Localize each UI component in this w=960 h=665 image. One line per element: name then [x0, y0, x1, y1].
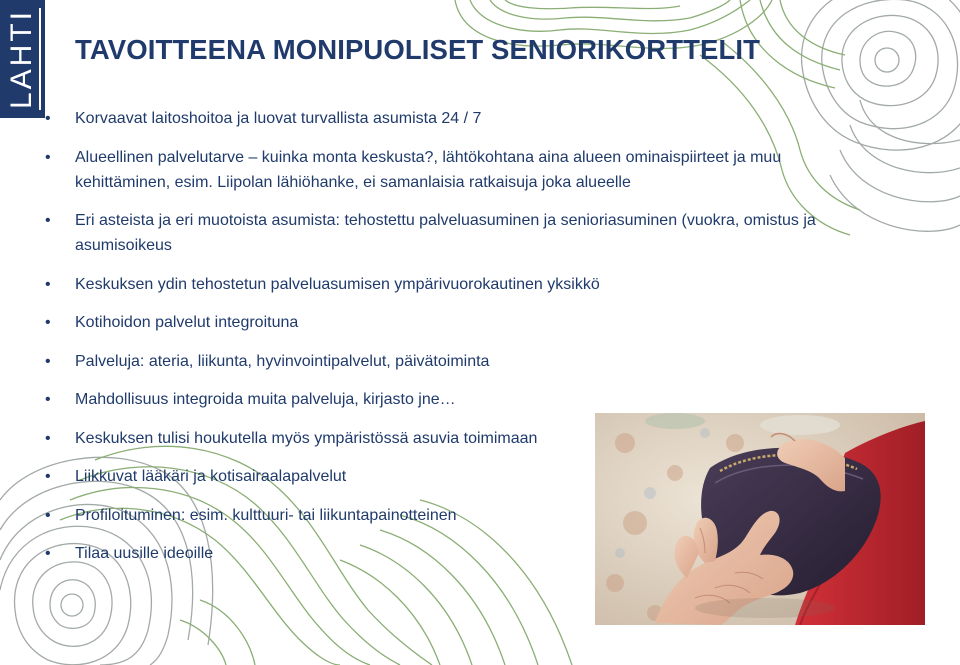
- bullet-item: [40, 349, 860, 374]
- lahti-logo: [0, 0, 45, 118]
- bullet-item: [40, 106, 860, 131]
- bullet-dot: •: [45, 545, 51, 562]
- bullet-dot: •: [45, 506, 51, 524]
- bullet-item: [40, 145, 860, 195]
- bullet-text: Liikkuvat lääkäri ja kotisairaalapalvelut: [75, 468, 347, 485]
- bullet-text: Mahdollisuus integroida muita palveluja, kirjasto jne…: [75, 391, 456, 408]
- bullet-text: Eri asteista ja eri muotoista asumista: tehostettu palveluasuminen ja senioriasuminen (vuokra, omistus ja asumisoikeus: [75, 212, 816, 254]
- bullet-text: Profiloituminen: esim. kulttuuri- tai liikuntapainotteinen: [75, 506, 457, 524]
- elderly-hands-purse-photo: [595, 413, 925, 625]
- bullet-dot: •: [45, 391, 51, 408]
- logo-divider: [39, 8, 41, 110]
- logo-text: LAHTI: [5, 8, 38, 110]
- bullet-item: [40, 387, 860, 412]
- bullet-text: Keskuksen ydin tehostetun palveluasumisen ympärivuorokautinen yksikkö: [75, 275, 600, 293]
- bullet-item: [40, 272, 860, 297]
- bullet-text: Tilaa uusille ideoille: [75, 545, 214, 562]
- bullet-dot: •: [45, 429, 51, 447]
- bullet-text: Palveluja: ateria, liikunta, hyvinvointipalvelut, päivätoiminta: [75, 352, 490, 370]
- bullet-dot: •: [45, 314, 51, 331]
- bullet-dot: •: [45, 148, 51, 166]
- bullet-text: Alueellinen palvelutarve – kuinka monta keskusta?, lähtökohtana aina alueen ominaispiirteet ja muu kehittäminen, esim. Liipolan lähiöhanke, ei samanlaisia ratkaisuja joka alueelle: [75, 148, 782, 191]
- bullet-dot: •: [45, 212, 51, 229]
- bullet-text: Kotihoidon palvelut integroituna: [75, 314, 299, 331]
- bullet-item: [40, 208, 860, 258]
- bullet-dot: •: [45, 352, 51, 370]
- bullet-dot: •: [45, 110, 51, 127]
- bullet-dot: •: [45, 468, 51, 485]
- bullet-text: Korvaavat laitoshoitoa ja luovat turvallista asumista 24 / 7: [75, 110, 482, 127]
- slide-title: TAVOITTEENA MONIPUOLISET SENIORIKORTTELIT: [75, 34, 760, 65]
- bullet-dot: •: [45, 275, 51, 293]
- bullet-text: Keskuksen tulisi houkutella myös ympäristössä asuvia toimimaan: [75, 429, 538, 447]
- bullet-item: [40, 310, 860, 335]
